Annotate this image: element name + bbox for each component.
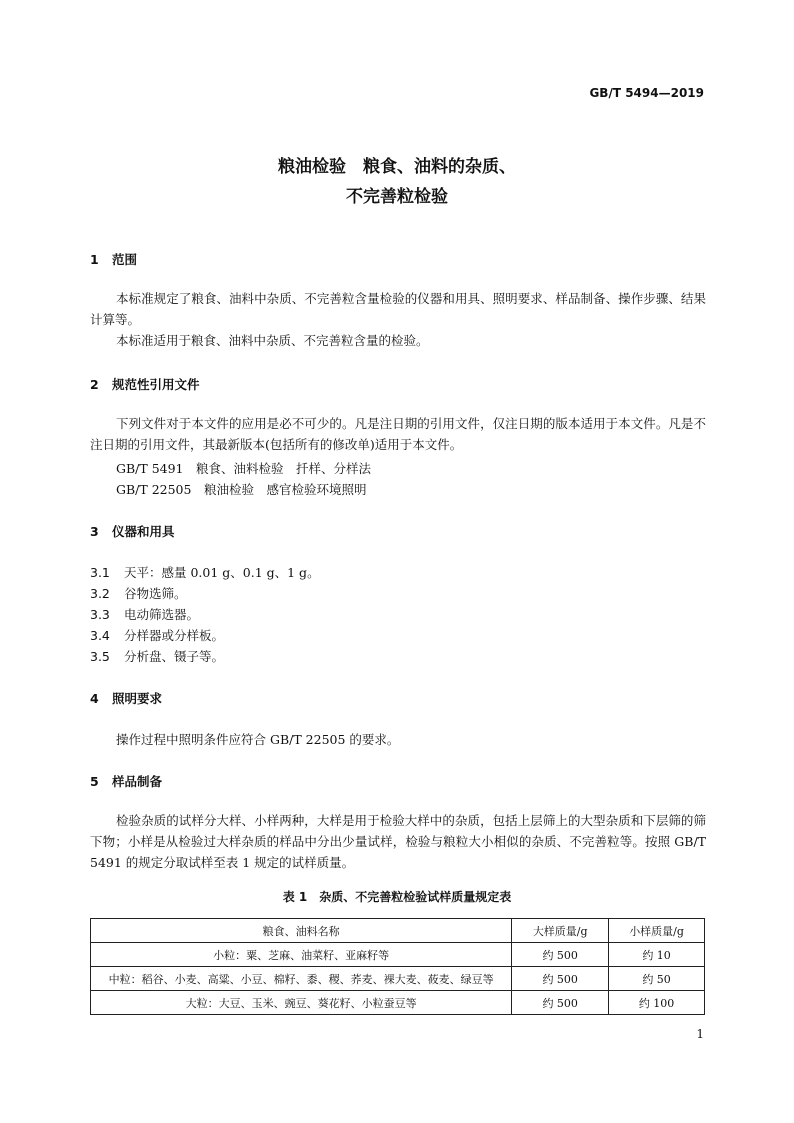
section-number: 5	[90, 774, 99, 789]
table-header-row	[91, 919, 705, 943]
page-number: 1	[696, 1027, 704, 1041]
table-cell: 小粒：粟、芝麻、油菜籽、亚麻籽等	[91, 943, 512, 967]
paragraph: 检验杂质的试样分大样、小样两种，大样是用于检验大样中的杂质，包括上层筛上的大型杂质和下层筛的筛下物；小样是从检验过大样杂质的样品中分出少量试样，检验与粮粒大小相似的杂质、不完善粒等。按照 GB/T 5491 的规定分取试样至表 1 规定的试样质量。	[90, 813, 706, 870]
paragraph: 下列文件对于本文件的应用是必不可少的。凡是注日期的引用文件，仅注日期的版本适用于本文件。凡是不注日期的引用文件，其最新版本(包括所有的修改单)适用于本文件。	[90, 416, 706, 452]
reference-item: GB/T 5491 粮食、油料检验 扦样、分样法	[116, 461, 372, 476]
title-line-1: 粮油检验 粮食、油料的杂质、	[278, 157, 516, 177]
item-text: 天平：感量 0.01 g、0.1 g、1 g。	[124, 565, 320, 580]
section-heading-4	[90, 689, 162, 707]
table-cell: 约 500	[512, 943, 609, 967]
section-title: 照明要求	[112, 691, 163, 706]
paragraph: 操作过程中照明条件应符合 GB/T 22505 的要求。	[116, 732, 400, 747]
item-number: 3.5	[90, 649, 110, 664]
standard-code: GB/T 5494—2019	[589, 86, 704, 100]
table-caption: 表 1 杂质、不完善粒检验试样质量规定表	[282, 890, 512, 904]
table-row	[91, 943, 705, 967]
section-heading-1	[90, 250, 137, 268]
table-cell: 中粒：稻谷、小麦、高粱、小豆、棉籽、黍、稷、荞麦、裸大麦、莜麦、绿豆等	[91, 967, 512, 991]
table-header-cell: 大样质量/g	[512, 919, 609, 943]
table-cell: 大粒：大豆、玉米、豌豆、葵花籽、小粒蚕豆等	[91, 991, 512, 1015]
section-title: 仪器和用具	[112, 524, 175, 539]
item-number: 3.1	[90, 565, 110, 580]
paragraph: 本标准适用于粮食、油料中杂质、不完善粒含量的检验。	[116, 333, 429, 348]
table-cell: 约 10	[609, 943, 705, 967]
section-heading-5	[90, 772, 162, 790]
item-number: 3.4	[90, 628, 110, 643]
section-title: 样品制备	[112, 774, 163, 789]
paragraph: 本标准规定了粮食、油料中杂质、不完善粒含量检验的仪器和用具、照明要求、样品制备、操作步骤、结果计算等。	[90, 291, 706, 327]
sample-mass-table	[90, 918, 705, 1015]
table-cell: 约 500	[512, 991, 609, 1015]
item-text: 电动筛选器。	[124, 607, 200, 622]
table-header-cell: 粮食、油料名称	[91, 919, 512, 943]
list-item	[90, 563, 320, 581]
item-text: 分析盘、镊子等。	[124, 649, 225, 664]
table-row	[91, 967, 705, 991]
item-text: 谷物选筛。	[124, 586, 187, 601]
table-header-cell: 小样质量/g	[609, 919, 705, 943]
section-title: 范围	[112, 252, 138, 267]
item-number: 3.3	[90, 607, 110, 622]
section-heading-2	[90, 375, 200, 393]
table-cell: 约 100	[609, 991, 705, 1015]
section-number: 3	[90, 524, 99, 539]
section-number: 2	[90, 377, 99, 392]
table-row	[91, 991, 705, 1015]
section-heading-3	[90, 522, 175, 540]
document-title	[0, 152, 794, 212]
item-number: 3.2	[90, 586, 110, 601]
title-line-2: 不完善粒检验	[346, 187, 448, 207]
list-item	[90, 605, 199, 623]
list-item	[90, 647, 224, 665]
table-cell: 约 500	[512, 967, 609, 991]
list-item	[90, 626, 224, 644]
section-number: 1	[90, 252, 99, 267]
section-number: 4	[90, 691, 99, 706]
section-title: 规范性引用文件	[112, 377, 200, 392]
list-item	[90, 584, 187, 602]
reference-item: GB/T 22505 粮油检验 感官检验环境照明	[116, 482, 367, 497]
table-cell: 约 50	[609, 967, 705, 991]
item-text: 分样器或分样板。	[124, 628, 225, 643]
